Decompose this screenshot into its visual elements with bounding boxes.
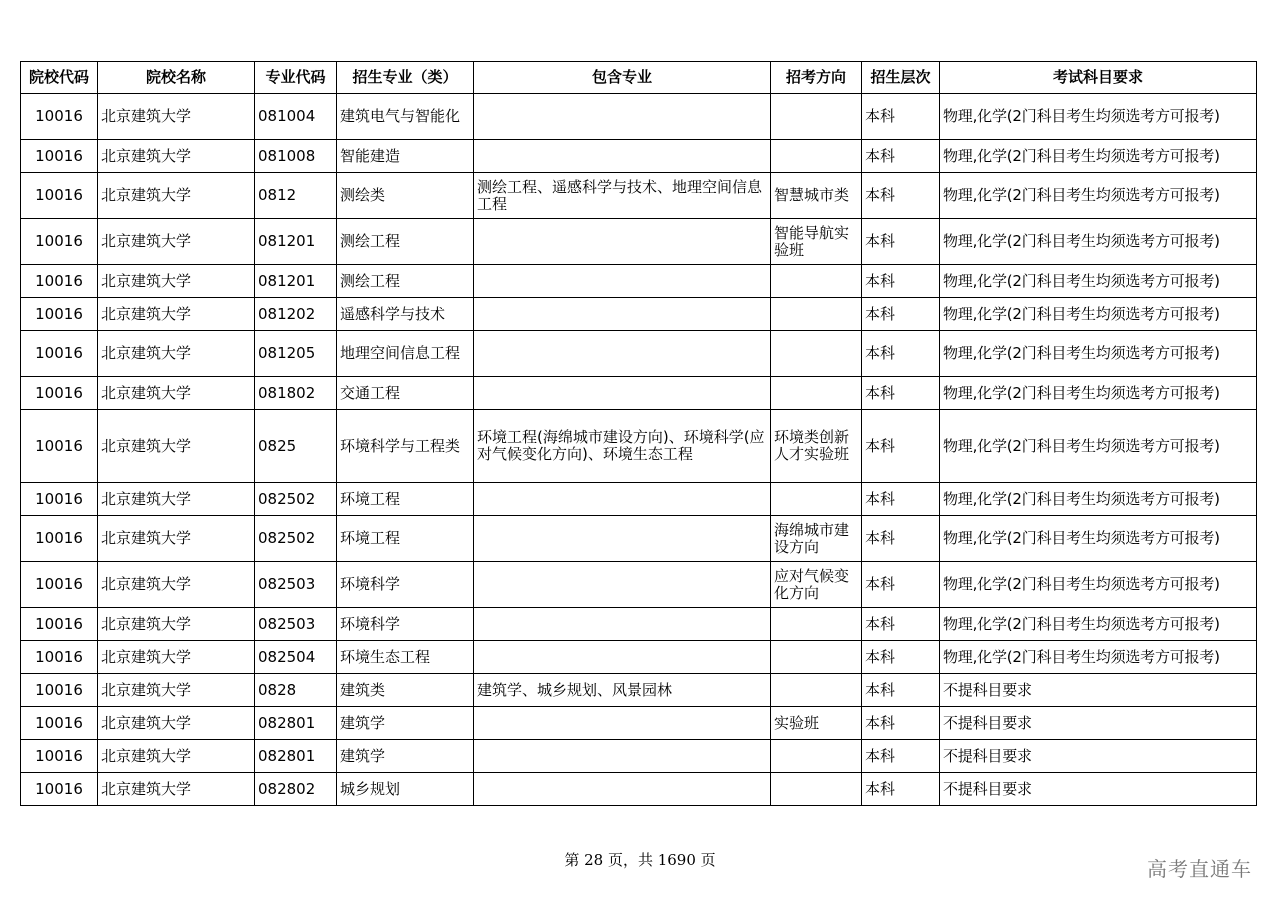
cell-school-code: 10016	[21, 140, 98, 173]
cell-major-code: 082801	[255, 740, 337, 773]
cell-included-majors	[474, 562, 771, 608]
cell-school-code: 10016	[21, 410, 98, 483]
cell-exam-requirements: 物理,化学(2门科目考生均须选考方可报考)	[940, 331, 1257, 377]
cell-level: 本科	[862, 773, 940, 806]
cell-school-name: 北京建筑大学	[98, 773, 255, 806]
cell-major: 测绘工程	[337, 265, 474, 298]
cell-school-name: 北京建筑大学	[98, 562, 255, 608]
cell-direction	[771, 377, 862, 410]
cell-direction	[771, 674, 862, 707]
cell-major-code: 0825	[255, 410, 337, 483]
cell-major: 建筑电气与智能化	[337, 94, 474, 140]
cell-school-name: 北京建筑大学	[98, 265, 255, 298]
cell-level: 本科	[862, 608, 940, 641]
cell-school-code: 10016	[21, 94, 98, 140]
enrollment-table	[20, 61, 1257, 806]
cell-major-code: 081802	[255, 377, 337, 410]
cell-major: 环境工程	[337, 483, 474, 516]
cell-exam-requirements: 物理,化学(2门科目考生均须选考方可报考)	[940, 410, 1257, 483]
cell-school-name: 北京建筑大学	[98, 410, 255, 483]
table-row	[21, 140, 1257, 173]
cell-major-code: 082503	[255, 608, 337, 641]
cell-exam-requirements: 物理,化学(2门科目考生均须选考方可报考)	[940, 641, 1257, 674]
cell-included-majors	[474, 516, 771, 562]
cell-included-majors	[474, 740, 771, 773]
cell-major-code: 082502	[255, 516, 337, 562]
table-row	[21, 173, 1257, 219]
cell-direction	[771, 608, 862, 641]
cell-major-code: 082801	[255, 707, 337, 740]
cell-school-name: 北京建筑大学	[98, 219, 255, 265]
cell-direction	[771, 331, 862, 377]
cell-school-code: 10016	[21, 608, 98, 641]
cell-included-majors	[474, 483, 771, 516]
cell-school-name: 北京建筑大学	[98, 641, 255, 674]
cell-included-majors	[474, 773, 771, 806]
cell-direction	[771, 265, 862, 298]
cell-direction: 海绵城市建设方向	[771, 516, 862, 562]
cell-school-name: 北京建筑大学	[98, 94, 255, 140]
cell-included-majors	[474, 707, 771, 740]
header-major-code: 专业代码	[255, 62, 337, 94]
table-row	[21, 219, 1257, 265]
cell-major: 建筑类	[337, 674, 474, 707]
cell-school-name: 北京建筑大学	[98, 140, 255, 173]
header-level: 招生层次	[862, 62, 940, 94]
cell-school-code: 10016	[21, 173, 98, 219]
cell-major-code: 081205	[255, 331, 337, 377]
cell-exam-requirements: 物理,化学(2门科目考生均须选考方可报考)	[940, 377, 1257, 410]
table-row	[21, 265, 1257, 298]
cell-major: 测绘工程	[337, 219, 474, 265]
cell-direction	[771, 298, 862, 331]
cell-school-name: 北京建筑大学	[98, 516, 255, 562]
cell-included-majors	[474, 265, 771, 298]
cell-school-name: 北京建筑大学	[98, 707, 255, 740]
cell-direction: 智能导航实验班	[771, 219, 862, 265]
cell-exam-requirements: 物理,化学(2门科目考生均须选考方可报考)	[940, 608, 1257, 641]
cell-exam-requirements: 物理,化学(2门科目考生均须选考方可报考)	[940, 483, 1257, 516]
cell-direction	[771, 773, 862, 806]
cell-school-name: 北京建筑大学	[98, 674, 255, 707]
cell-level: 本科	[862, 331, 940, 377]
cell-included-majors	[474, 608, 771, 641]
cell-included-majors	[474, 641, 771, 674]
cell-included-majors	[474, 140, 771, 173]
table-row	[21, 377, 1257, 410]
table-row	[21, 562, 1257, 608]
cell-major: 环境科学与工程类	[337, 410, 474, 483]
cell-school-name: 北京建筑大学	[98, 740, 255, 773]
cell-included-majors: 测绘工程、遥感科学与技术、地理空间信息工程	[474, 173, 771, 219]
cell-school-code: 10016	[21, 331, 98, 377]
cell-exam-requirements: 不提科目要求	[940, 674, 1257, 707]
cell-level: 本科	[862, 562, 940, 608]
cell-major: 环境工程	[337, 516, 474, 562]
cell-direction: 环境类创新人才实验班	[771, 410, 862, 483]
cell-major-code: 081201	[255, 265, 337, 298]
cell-school-code: 10016	[21, 265, 98, 298]
cell-major-code: 0828	[255, 674, 337, 707]
cell-major-code: 081202	[255, 298, 337, 331]
cell-exam-requirements: 物理,化学(2门科目考生均须选考方可报考)	[940, 265, 1257, 298]
cell-level: 本科	[862, 740, 940, 773]
cell-level: 本科	[862, 674, 940, 707]
cell-major-code: 081008	[255, 140, 337, 173]
cell-school-name: 北京建筑大学	[98, 173, 255, 219]
cell-exam-requirements: 物理,化学(2门科目考生均须选考方可报考)	[940, 140, 1257, 173]
cell-major-code: 082503	[255, 562, 337, 608]
cell-level: 本科	[862, 94, 940, 140]
cell-level: 本科	[862, 173, 940, 219]
cell-major: 智能建造	[337, 140, 474, 173]
cell-major: 环境生态工程	[337, 641, 474, 674]
cell-school-name: 北京建筑大学	[98, 298, 255, 331]
cell-level: 本科	[862, 219, 940, 265]
table-row	[21, 707, 1257, 740]
cell-included-majors	[474, 94, 771, 140]
header-school-code: 院校代码	[21, 62, 98, 94]
cell-exam-requirements: 物理,化学(2门科目考生均须选考方可报考)	[940, 516, 1257, 562]
cell-school-code: 10016	[21, 562, 98, 608]
cell-major: 城乡规划	[337, 773, 474, 806]
cell-included-majors	[474, 219, 771, 265]
table-row	[21, 298, 1257, 331]
cell-school-code: 10016	[21, 773, 98, 806]
cell-included-majors	[474, 298, 771, 331]
cell-school-code: 10016	[21, 298, 98, 331]
cell-school-name: 北京建筑大学	[98, 377, 255, 410]
header-direction: 招考方向	[771, 62, 862, 94]
header-major: 招生专业（类）	[337, 62, 474, 94]
cell-school-name: 北京建筑大学	[98, 483, 255, 516]
cell-included-majors: 环境工程(海绵城市建设方向)、环境科学(应对气候变化方向)、环境生态工程	[474, 410, 771, 483]
cell-exam-requirements: 不提科目要求	[940, 740, 1257, 773]
cell-level: 本科	[862, 707, 940, 740]
cell-school-code: 10016	[21, 516, 98, 562]
watermark: 高考直通车	[1147, 857, 1252, 881]
header-included-majors: 包含专业	[474, 62, 771, 94]
cell-school-code: 10016	[21, 707, 98, 740]
cell-major-code: 082504	[255, 641, 337, 674]
cell-included-majors	[474, 331, 771, 377]
table-row	[21, 740, 1257, 773]
cell-major-code: 0812	[255, 173, 337, 219]
table-row	[21, 331, 1257, 377]
cell-major: 环境科学	[337, 562, 474, 608]
cell-major: 地理空间信息工程	[337, 331, 474, 377]
cell-level: 本科	[862, 410, 940, 483]
cell-level: 本科	[862, 483, 940, 516]
cell-direction	[771, 641, 862, 674]
cell-direction	[771, 483, 862, 516]
cell-major: 遥感科学与技术	[337, 298, 474, 331]
cell-major-code: 081201	[255, 219, 337, 265]
cell-exam-requirements: 物理,化学(2门科目考生均须选考方可报考)	[940, 173, 1257, 219]
cell-exam-requirements: 物理,化学(2门科目考生均须选考方可报考)	[940, 298, 1257, 331]
table-row	[21, 94, 1257, 140]
cell-exam-requirements: 物理,化学(2门科目考生均须选考方可报考)	[940, 562, 1257, 608]
cell-exam-requirements: 物理,化学(2门科目考生均须选考方可报考)	[940, 94, 1257, 140]
header-school-name: 院校名称	[98, 62, 255, 94]
cell-school-code: 10016	[21, 483, 98, 516]
cell-major: 测绘类	[337, 173, 474, 219]
cell-major-code: 082802	[255, 773, 337, 806]
cell-major: 交通工程	[337, 377, 474, 410]
cell-direction	[771, 94, 862, 140]
cell-school-code: 10016	[21, 377, 98, 410]
cell-school-name: 北京建筑大学	[98, 331, 255, 377]
cell-direction: 应对气候变化方向	[771, 562, 862, 608]
cell-level: 本科	[862, 377, 940, 410]
cell-exam-requirements: 物理,化学(2门科目考生均须选考方可报考)	[940, 219, 1257, 265]
cell-school-code: 10016	[21, 641, 98, 674]
table-row	[21, 608, 1257, 641]
cell-exam-requirements: 不提科目要求	[940, 707, 1257, 740]
cell-level: 本科	[862, 641, 940, 674]
cell-level: 本科	[862, 516, 940, 562]
table-row	[21, 773, 1257, 806]
cell-school-name: 北京建筑大学	[98, 608, 255, 641]
table-row	[21, 483, 1257, 516]
cell-included-majors	[474, 377, 771, 410]
table-row	[21, 641, 1257, 674]
cell-included-majors: 建筑学、城乡规划、风景园林	[474, 674, 771, 707]
table-row	[21, 516, 1257, 562]
cell-major: 建筑学	[337, 707, 474, 740]
cell-direction	[771, 740, 862, 773]
table-body	[21, 94, 1257, 806]
cell-direction	[771, 140, 862, 173]
cell-school-code: 10016	[21, 219, 98, 265]
cell-level: 本科	[862, 298, 940, 331]
cell-direction: 实验班	[771, 707, 862, 740]
cell-major-code: 081004	[255, 94, 337, 140]
cell-school-code: 10016	[21, 674, 98, 707]
table-row	[21, 410, 1257, 483]
cell-major: 环境科学	[337, 608, 474, 641]
cell-level: 本科	[862, 140, 940, 173]
header-exam-requirements: 考试科目要求	[940, 62, 1257, 94]
cell-school-code: 10016	[21, 740, 98, 773]
table-header-row	[21, 62, 1257, 94]
cell-major-code: 082502	[255, 483, 337, 516]
cell-level: 本科	[862, 265, 940, 298]
cell-direction: 智慧城市类	[771, 173, 862, 219]
cell-exam-requirements: 不提科目要求	[940, 773, 1257, 806]
table-row	[21, 674, 1257, 707]
page-number: 第 28 页，共 1690 页	[564, 851, 716, 869]
cell-major: 建筑学	[337, 740, 474, 773]
